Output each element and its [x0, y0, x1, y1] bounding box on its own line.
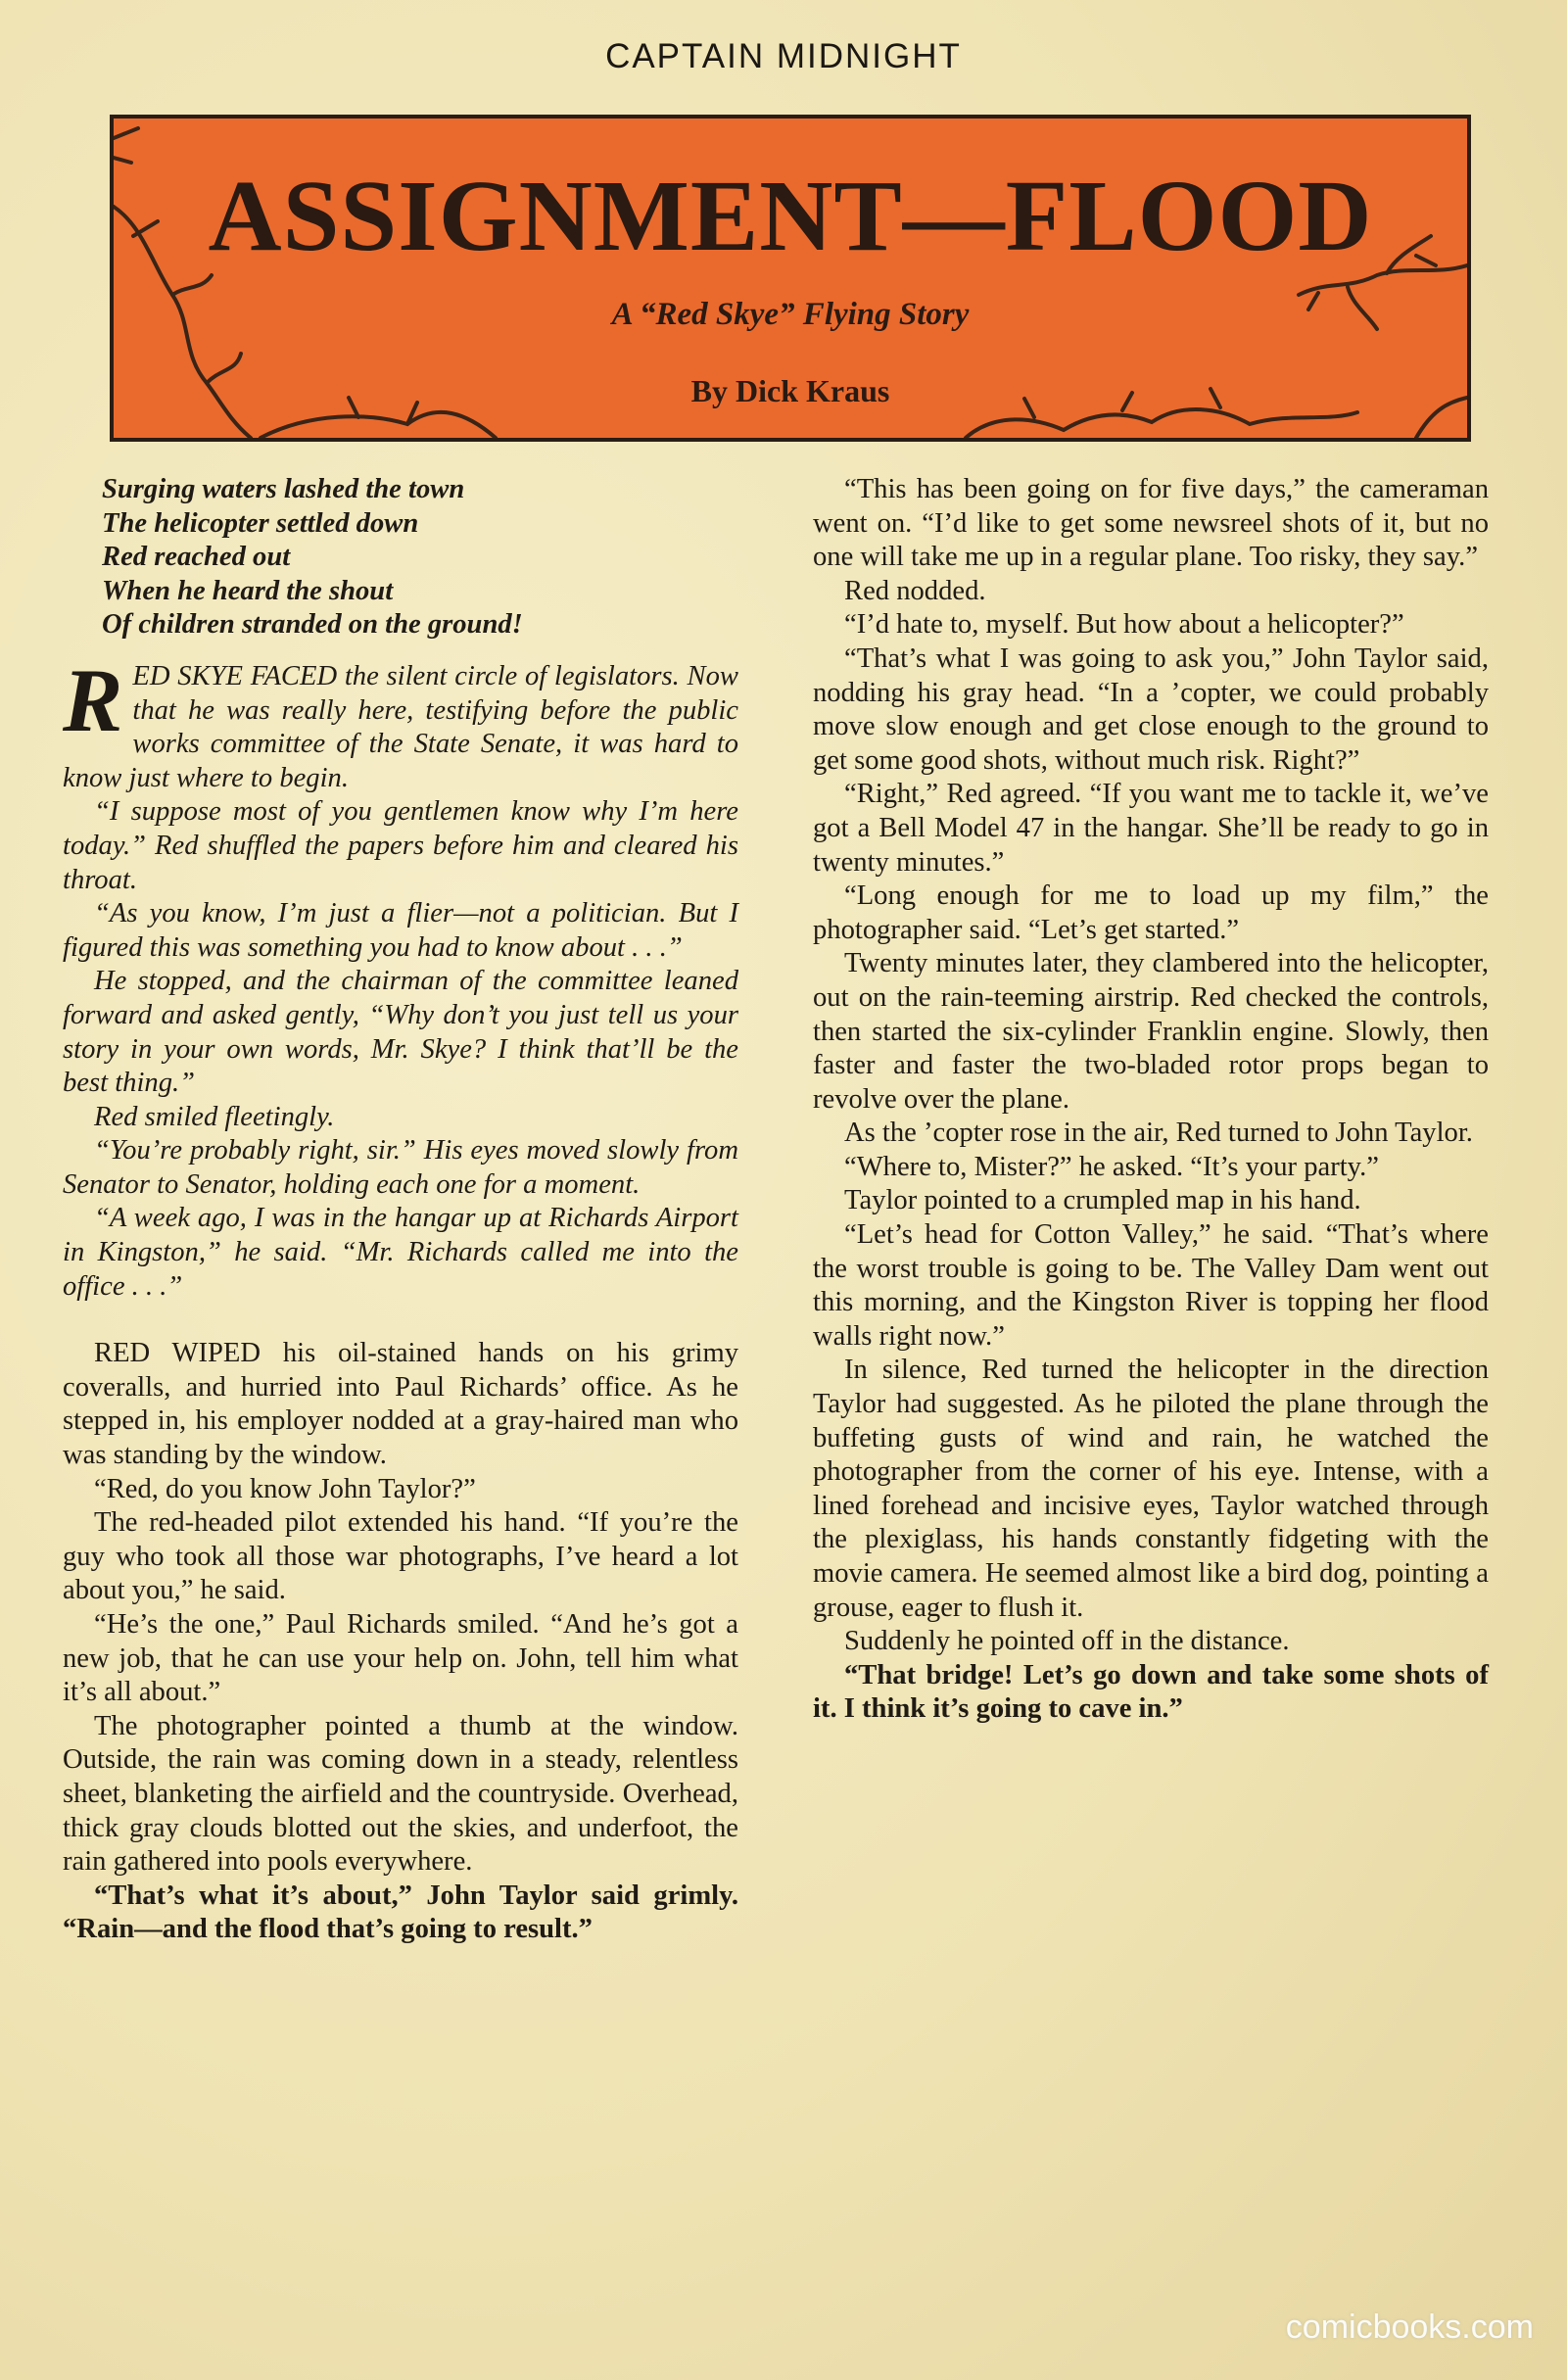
main-story: [63, 1337, 738, 1947]
story-byline: By Dick Kraus: [690, 373, 890, 408]
opening-text: ED SKYE FACED the silent circle of legislators. Now that he was really here, testifying before the public works committee of the State Senate, it was hard to know just where to begin.: [63, 660, 738, 793]
paragraph: “That’s what I was going to ask you,” John Taylor said, nodding his gray head. “In a ’copter, we could probably move slow enough and get close enough to the ground to get some good shots, without much risk. Right?”: [813, 643, 1489, 776]
paragraph: “He’s the one,” Paul Richards smiled. “And he’s got a new job, that he can use your help on. John, tell him what it’s all about.”: [63, 1609, 738, 1708]
paragraph: Red smiled fleetingly.: [94, 1101, 335, 1132]
site-watermark: comicbooks.com: [1285, 2309, 1534, 2346]
title-banner: [110, 115, 1471, 442]
paragraph: “Long enough for me to load up my film,” the photographer said. “Let’s get started.”: [813, 881, 1489, 945]
poem-line: Red reached out: [102, 542, 291, 573]
paragraph: “Right,” Red agreed. “If you want me to tackle it, we’ve got a Bell Model 47 in the hangar. She’ll be ready to go in twenty minutes.”: [813, 779, 1489, 878]
paragraph: In silence, Red turned the helicopter in the direction Taylor had suggested. As he piloted the plane through the buffeting gusts of wind and rain, he watched the photographer from the corner of his eye. Intense, with a lined forehead and incisive eyes, Taylor watched through the plexiglass, his hands constantly fidgeting with the movie camera. He seemed almost like a bird dog, pointing a grouse, eager to flush it.: [813, 1355, 1489, 1623]
left-column: [63, 473, 738, 1947]
paragraph: “A week ago, I was in the hangar up at Richards Airport in Kingston,” he said. “Mr. Richards called me into the office . . .”: [63, 1203, 738, 1302]
paragraph: “Red, do you know John Taylor?”: [94, 1473, 476, 1504]
paragraph: RED WIPED his oil-stained hands on his grimy coveralls, and hurried into Paul Richards’ office. As he stepped in, his employer nodded at a gray-haired man who was standing by the window.: [63, 1338, 738, 1471]
story-title: ASSIGNMENT—FLOOD: [208, 160, 1373, 272]
paragraph: “As you know, I’m just a flier—not a politician. But I figured this was something you had to know about . . .”: [63, 898, 738, 963]
paragraph: Twenty minutes later, they clambered into the helicopter, out on the rain-teeming airstrip. Red checked the controls, then started the six-cylinder Franklin engine. Slowly, then faster and faster the two-bladed rotor props began to revolve over the plane.: [813, 948, 1489, 1115]
paragraph: “That’s what it’s about,” John Taylor said grimly. “Rain—and the flood that’s going to result.”: [63, 1880, 738, 1945]
paragraph: “That bridge! Let’s go down and take some shots of it. I think it’s going to cave in.”: [813, 1659, 1489, 1725]
paragraph: “I suppose most of you gentlemen know why I’m here today.” Red shuffled the papers before him and cleared his throat.: [63, 796, 738, 895]
drop-cap: R: [63, 649, 123, 750]
paragraph: Taylor pointed to a crumpled map in his hand.: [844, 1185, 1361, 1216]
section-break: [63, 1304, 738, 1337]
poem-line: Of children stranded on the ground!: [102, 609, 523, 641]
paragraph: Red nodded.: [844, 575, 986, 606]
intro-poem: [63, 473, 738, 643]
paragraph: [63, 649, 738, 795]
paragraph: The red-headed pilot extended his hand. “If you’re the guy who took all those war photographs, I’ve heard a lot about you,” he said.: [63, 1507, 738, 1606]
poem-line: When he heard the shout: [102, 575, 394, 606]
paragraph: “Let’s head for Cotton Valley,” he said. “That’s where the worst trouble is going to be. The Valley Dam went out this morning, and the Kingston River is topping her flood walls right now.”: [813, 1219, 1489, 1352]
paragraph: “You’re probably right, sir.” His eyes moved slowly from Senator to Senator, holding each one for a moment.: [63, 1135, 738, 1200]
poem-line: Surging waters lashed the town: [102, 474, 465, 504]
paragraph: He stopped, and the chairman of the committee leaned forward and asked gently, “Why don’t you just tell us your story in your own words, Mr. Skye? I think that’ll be the best thing.”: [63, 966, 738, 1099]
paragraph: As the ’copter rose in the air, Red turned to John Taylor.: [844, 1118, 1473, 1149]
running-title: CAPTAIN MIDNIGHT: [605, 37, 962, 75]
paragraph: Suddenly he pointed off in the distance.: [844, 1626, 1290, 1657]
paragraph: “Where to, Mister?” he asked. “It’s your party.”: [844, 1151, 1379, 1182]
frame-story: [63, 649, 738, 1304]
paragraph: The photographer pointed a thumb at the window. Outside, the rain was coming down in a steady, relentless sheet, blanketing the airfield and the countryside. Overhead, thick gray clouds blotted out the skies, and underfoot, the rain gathered into pools everywhere.: [63, 1710, 738, 1878]
right-column: [813, 473, 1489, 1727]
poem-line: The helicopter settled down: [102, 507, 419, 539]
paragraph: “I’d hate to, myself. But how about a helicopter?”: [844, 609, 1404, 641]
paragraph: “This has been going on for five days,” the cameraman went on. “I’d like to get some newsreel shots of it, but no one will take me up in a regular plane. Too risky, they say.”: [813, 474, 1489, 573]
story-subtitle: A “Red Skye” Flying Story: [611, 297, 970, 332]
